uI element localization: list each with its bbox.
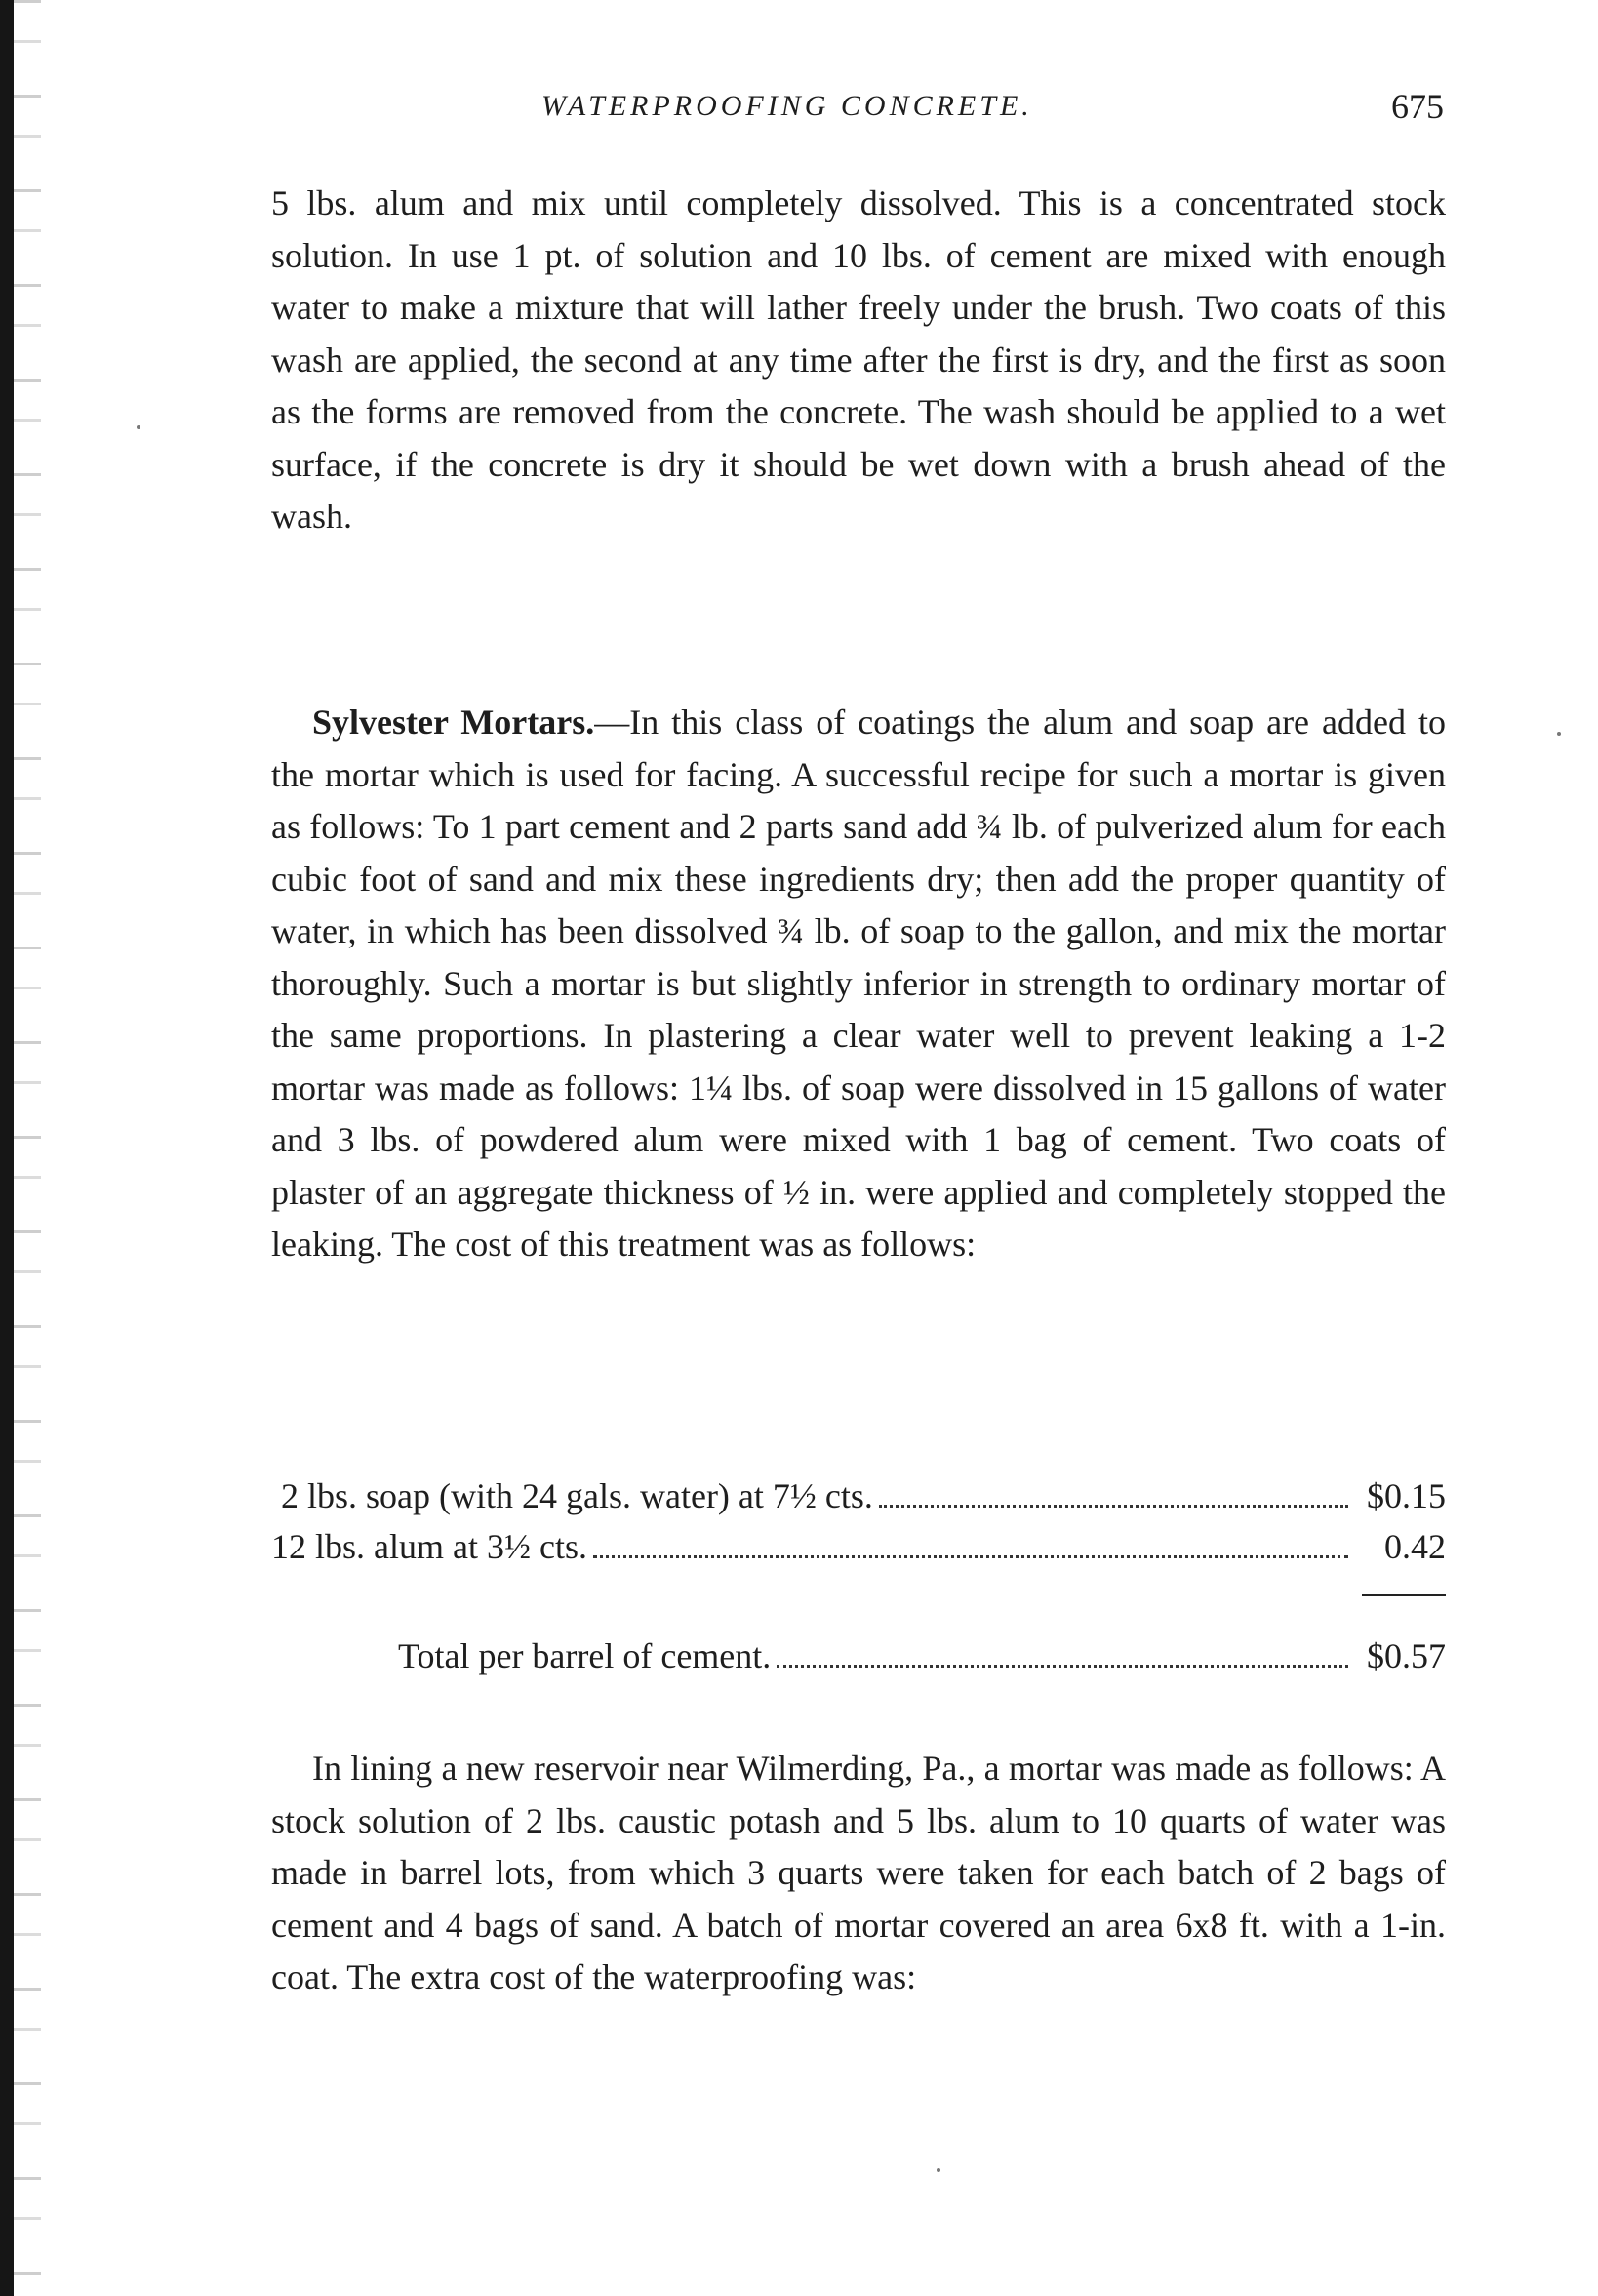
total-label: Total per barrel of cement.: [398, 1636, 772, 1675]
total-amount: $0.57: [1367, 1636, 1446, 1675]
sum-rule: [1362, 1594, 1446, 1596]
page-header: [273, 86, 1444, 141]
dot-leader: [777, 1664, 1348, 1668]
total-row: [271, 1635, 1446, 1686]
cost-row: [271, 1526, 1446, 1577]
paragraph-1-text: 5 lbs. alum and mix until completely dissolved. This is a concentrated stock solution. In use 1 pt. of solution and 10 lbs. of cement are mixed with enough water to make a mixture that will lather freely under the brush. Two coats of this wash are applied, the second at any time after the first is dry, and the first as soon as the forms are removed from the concrete. The wash should be applied to a wet surface, if the concrete is dry it should be wet down with a brush ahead of the wash.: [271, 183, 1446, 536]
page-number: 675: [1391, 87, 1444, 126]
section-heading: Sylvester Mortars.: [312, 703, 595, 742]
cost-item: 12 lbs. alum at 3½ cts.: [271, 1527, 587, 1566]
cost-row: [271, 1475, 1446, 1526]
cost-total: [271, 1635, 1446, 1686]
paragraph-2-text: [271, 697, 1446, 1271]
paragraph-3-text: In lining a new reservoir near Wilmerding, Pa., a mortar was made as follows: A stock solution of 2 lbs. caustic potash and 5 lbs. alum to 10 quarts of water was made in barrel lots, from which 3 quarts were taken for each batch of 2 bags of cement and 4 bags of sand. A batch of mortar covered an area 6x8 ft. with a 1-in. coat. The extra cost of the waterproofing was:: [271, 1749, 1446, 1996]
cost-amount: 0.42: [1384, 1527, 1446, 1566]
paragraph-2-body: —In this class of coatings the alum and soap are added to the mortar which is used for facing. A successful recipe for such a mortar is given as follows: To 1 part cement and 2 parts sand add ¾ lb. of pulverized alum for each cubic foot of sand and mix these ingredients dry; then add the proper quantity of water, in which has been dissolved ¾ lb. of soap to the gallon, and mix the mortar thoroughly. Such a mortar is but slightly inferior in strength to ordinary mortar of the same proportions. In plastering a clear water well to prevent leaking a 1-2 mortar was made as follows: 1¼ lbs. of soap were dissolved in 15 gallons of water and 3 lbs. of powdered alum were mixed with 1 bag of cement. Two coats of plaster of an aggregate thickness of ½ in. were applied and completely stopped the leaking. The cost of this treatment was as follows:: [271, 703, 1446, 1264]
dot-leader: [879, 1504, 1348, 1508]
binding-shadow: [14, 0, 41, 2296]
print-speck: [137, 425, 140, 429]
print-speck: [1557, 732, 1561, 736]
running-head: WATERPROOFING CONCRETE.: [541, 90, 1033, 122]
paragraph-2: [271, 697, 1446, 1271]
cost-amount: $0.15: [1367, 1476, 1446, 1515]
cost-item: 2 lbs. soap (with 24 gals. water) at 7½ cts.: [281, 1476, 873, 1515]
book-binding-edge: [0, 0, 14, 2296]
paragraph-3: [271, 1743, 1446, 2004]
paragraph-1: [271, 178, 1446, 544]
print-speck: [937, 2168, 940, 2172]
cost-table: [271, 1475, 1446, 1577]
dot-leader: [593, 1554, 1348, 1558]
